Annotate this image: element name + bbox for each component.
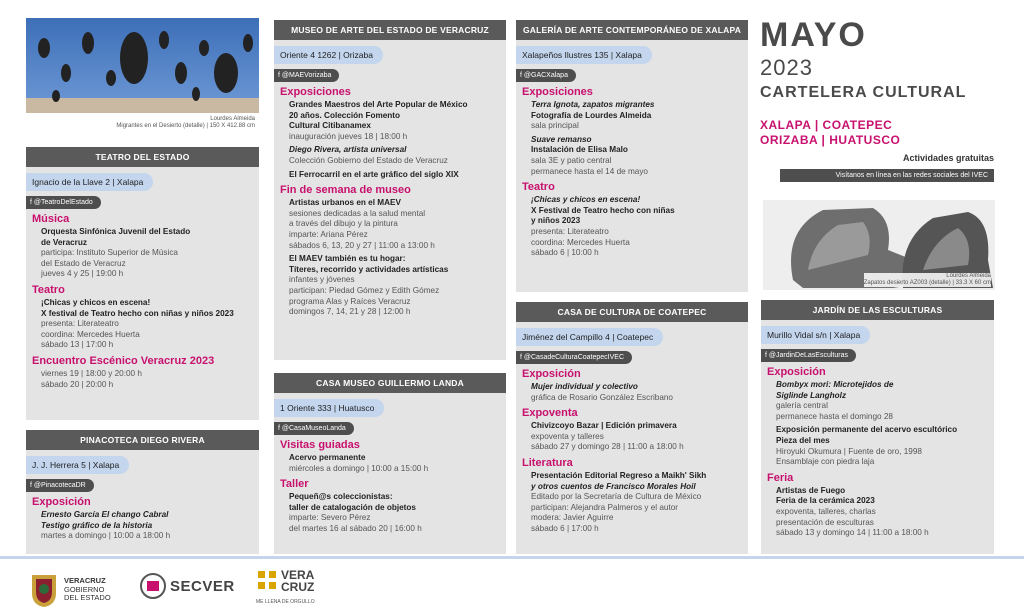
section-title: Expoventa — [522, 407, 578, 420]
address-badge: Murillo Vidal s/n | Xalapa — [761, 326, 870, 344]
cities-line-1: XALAPA | COATEPEC — [760, 118, 893, 132]
coat-of-arms-icon — [30, 573, 58, 607]
facebook-icon: f — [30, 199, 34, 206]
panel-casa-museo-landa: CASA MUSEO GUILLERMO LANDA 1 Oriente 333 | Huatusco f @CasaMuseoLanda Visitas guiadas Acervo permanente miércoles a domingo | 10:00 a 15:00 h Taller Pequeñ@s coleccionistas: taller de catalogación de objetos imparte: Severo Pérez del martes 16 al sábado 20 | 16:00 h — [274, 373, 506, 554]
logo-gobierno-veracruz[interactable]: VERACRUZ GOBIERNO DEL ESTADO — [30, 573, 111, 607]
footer — [0, 556, 1024, 615]
photo-right-caption: Lourdes Almeida Zapatos desierto AZ003 (detalle) | 33.3 X 60 cm — [863, 273, 991, 286]
panel-title: CASA DE CULTURA DE COATEPEC — [516, 302, 748, 322]
section-title: Exposición — [767, 366, 826, 378]
year-title: 2023 — [760, 55, 813, 80]
month-title: MAYO — [760, 16, 867, 54]
address-badge: Xalapeños Ilustres 135 | Xalapa — [516, 46, 652, 64]
facebook-icon: f — [520, 354, 524, 361]
facebook-icon: f — [278, 72, 282, 79]
facebook-icon: f — [765, 352, 769, 359]
panel-title: GALERÍA DE ARTE CONTEMPORÁNEO DE XALAPA — [516, 20, 748, 40]
panel-title: PINACOTECA DIEGO RIVERA — [26, 430, 259, 450]
section-title: Exposición — [32, 496, 91, 508]
secver-emblem-icon — [140, 573, 166, 599]
photo-migrantes — [26, 18, 259, 139]
section-title: Teatro — [522, 181, 555, 194]
page-title: CARTELERA CULTURAL — [760, 84, 967, 101]
section-title: Exposiciones — [522, 86, 593, 98]
facebook-icon: f — [520, 72, 524, 79]
section-title: Música — [32, 213, 70, 225]
section-title: Exposición — [522, 368, 581, 380]
facebook-icon: f — [278, 425, 282, 432]
section-title: Fin de semana de museo — [280, 184, 411, 197]
panel-gacx: GALERÍA DE ARTE CONTEMPORÁNEO DE XALAPA Xalapeños Ilustres 135 | Xalapa f @GACXalapa Exposiciones Terra Ignota, zapatos migrantes Fotografía de Lourdes Almeida sala principal Suave remanso Instalación de Elisa Malo sala 3E y patio central permanece hasta el 14 de mayo Teatro ¡Chicas y chicos en escena! X Festival de Teatro hecho con niñas y niños 2023 presenta: Literateatro coordina: Mercedes Huerta sábado 6 | 10:00 h — [516, 20, 748, 292]
section-title: Feria — [767, 471, 794, 484]
section-title: Teatro — [32, 283, 65, 296]
panel-title: CASA MUSEO GUILLERMO LANDA — [274, 373, 506, 393]
social-link[interactable]: f @TeatroDelEstado — [26, 196, 101, 209]
section-title: Literatura — [522, 456, 573, 469]
veracruz-flower-icon — [256, 569, 278, 593]
address-badge: Jiménez del Campillo 4 | Coatepec — [516, 328, 663, 346]
social-link[interactable]: f @MAEVorizaba — [274, 69, 339, 82]
section-title: Encuentro Escénico Veracruz 2023 — [32, 354, 215, 367]
panel-pinacoteca: PINACOTECA DIEGO RIVERA J. J. Herrera 5 | Xalapa f @PinacotecaDR Exposición Ernesto García El chango Cabral Testigo gráfico de la historia martes a domingo | 10:00 a 18:00 h — [26, 430, 259, 554]
cities-line-2: ORIZABA | HUATUSCO — [760, 133, 901, 147]
social-link[interactable]: f @CasadeCulturaCoatepecIVEC — [516, 351, 632, 364]
address-badge: Oriente 4 1262 | Orizaba — [274, 46, 383, 64]
section-title: Taller — [280, 478, 309, 491]
panel-title: MUSEO DE ARTE DEL ESTADO DE VERACRUZ — [274, 20, 506, 40]
panel-teatro-del-estado: TEATRO DEL ESTADO Ignacio de la Llave 2 | Xalapa f @TeatroDelEstado Música Orquesta Sinfónica Juvenil del Estado de Veracruz participa: Instituto Superior de Música del Estado de Veracruz jueves 4 y 25 | 19:00 h Teatro ¡Chicas y chicos en escena! X festival de Teatro hecho con niñas y niños 2023 presenta: Literateatro coordina: Mercedes Huerta sábado 13 | 17:00 h Encuentro Escénico Veracruz 2023 viernes 19 | 18:00 y 20:00 h sábado 20 | 20:00 h — [26, 147, 259, 420]
social-link[interactable]: f @GACXalapa — [516, 69, 576, 82]
cartelera-header — [760, 16, 1000, 182]
section-title: Exposiciones — [280, 86, 351, 98]
photo-top-caption: Lourdes Almeida Migrantes en el Desierto (detalle) | 150 X 412.88 cm — [116, 116, 255, 129]
address-badge: Ignacio de la Llave 2 | Xalapa — [26, 173, 153, 191]
photo-zapatos — [763, 200, 995, 290]
panel-title: TEATRO DEL ESTADO — [26, 147, 259, 167]
logo-veracruz-orgullo[interactable]: VERA CRUZ — [256, 569, 314, 593]
panel-casa-cultura-coatepec: CASA DE CULTURA DE COATEPEC Jiménez del Campillo 4 | Coatepec f @CasadeCulturaCoatepecIVEC Exposición Mujer individual y colectivo gráfica de Rosario González Escribano Expoventa Chivizcoyo Bazar | Edición primavera expoventa y talleres sábado 27 y domingo 28 | 11:00 a 18:00 h Literatura Presentación Editorial Regreso a Maikh' Sikh y otros cuentos de Francisco Morales Hoil Editado por la Secretaría de Cultura de México participan: Alejandra Palmeros y el autor modera: Javier Aguirre sábado 6 | 17:00 h — [516, 302, 748, 554]
address-badge: J. J. Herrera 5 | Xalapa — [26, 456, 129, 474]
section-title: Visitas guiadas — [280, 439, 360, 451]
panel-maev: MUSEO DE ARTE DEL ESTADO DE VERACRUZ Oriente 4 1262 | Orizaba f @MAEVorizaba Exposiciones Grandes Maestros del Arte Popular de México 20 años. Colección Fomento Cultural Citibanamex inauguración jueves 18 | 18:00 h Diego Rivera, artista universal Colección Gobierno del Estado de Veracruz El Ferrocarril en el arte gráfico del siglo XIX Fin de semana de museo Artistas urbanos en el MAEV sesiones dedicadas a la salud mental a través del dibujo y la pintura imparte: Ariana Pérez sábados 6, 13, 20 y 27 | 11:00 a 13:00 h El MAEV también es tu hogar: Títeres, recorrido y actividades artísticas infantes y jóvenes participan: Piedad Gómez y Edith Gómez programa Alas y Raíces Veracruz domingos 7, 14, 21 y 28 | 12:00 h — [274, 20, 506, 360]
social-link[interactable]: f @PinacotecaDR — [26, 479, 94, 492]
social-link[interactable]: f @JardinDeLasEsculturas — [761, 349, 856, 362]
facebook-icon: f — [30, 482, 34, 489]
social-link[interactable]: f @CasaMuseoLanda — [274, 422, 354, 435]
address-badge: 1 Oriente 333 | Huatusco — [274, 399, 384, 417]
slogan: ME LLENA DE ORGULLO — [256, 599, 315, 605]
free-activities: Actividades gratuitas — [902, 153, 994, 163]
panel-title: JARDÍN DE LAS ESCULTURAS — [761, 300, 994, 320]
panel-jardin-esculturas: JARDÍN DE LAS ESCULTURAS Murillo Vidal s/n | Xalapa f @JardinDeLasEsculturas Exposición Bombyx mori: Microtejidos de Siglinde Langholz galería central permanece hasta el domingo 28 Exposición permanente del acervo escultórico Pieza del mes Hiroyuki Okumura | Fuente de oro, 1998 Ensamblaje con piedra laja Feria Artistas de Fuego Feria de la cerámica 2023 expoventa, talleres, charlas presentación de esculturas sábado 13 y domingo 14 | 11:00 a 18:00 h — [761, 300, 994, 554]
online-banner: Visítanos en línea en las redes sociales del IVEC — [780, 169, 994, 182]
logo-secver[interactable]: SECVER — [140, 573, 235, 599]
